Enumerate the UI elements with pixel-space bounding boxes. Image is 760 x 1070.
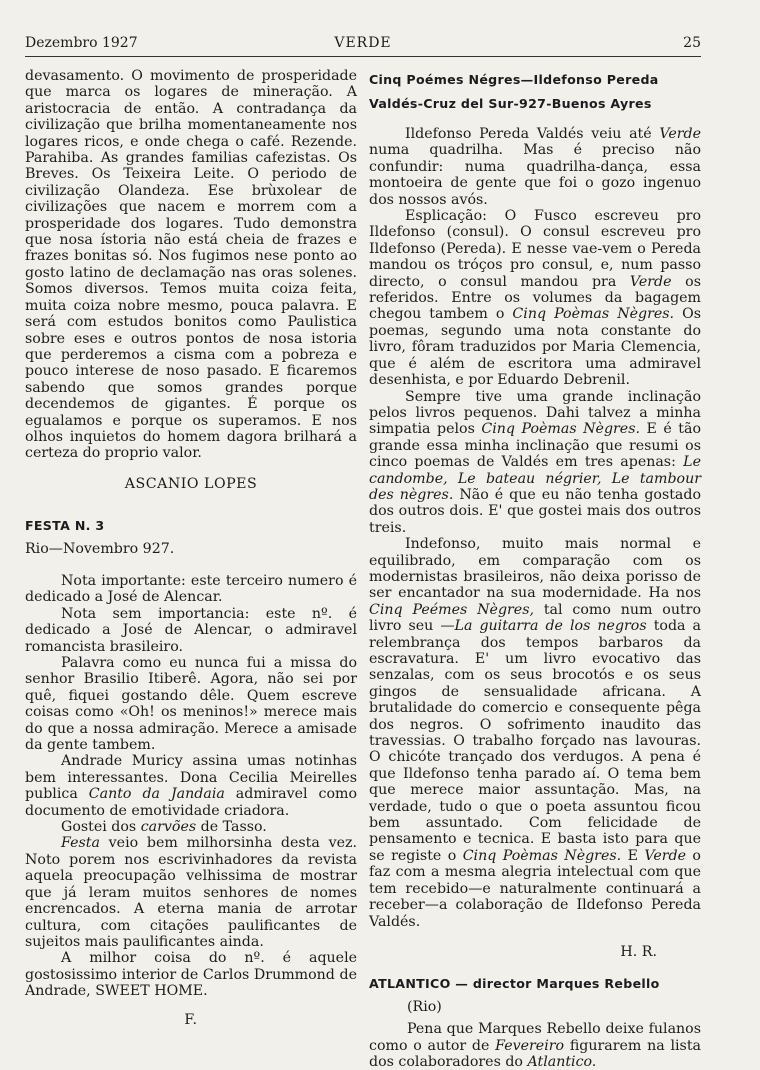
paragraph-milhor-coisa: A milhor coisa do nº. é aquele gostosissimo interior de Carlos Drummond de Andrade, SWEET HOME.	[25, 950, 357, 1000]
paragraph-pena-que	[369, 1021, 701, 1070]
paragraph-indefonso	[369, 536, 701, 930]
italic-title: Fevereiro	[495, 1037, 565, 1054]
paragraph-esplicacao	[369, 208, 701, 388]
paragraph-andrade-muricy	[25, 753, 357, 819]
signature-ascanio-lopes: ASCANIO LOPES	[124, 475, 258, 492]
header-rule	[25, 56, 701, 57]
text: Ildefonso Pereda Valdés veiu até	[405, 126, 660, 142]
atlantico-title: ATLANTICO — director Marques Rebello	[369, 976, 660, 992]
paragraph-intro: devasamento. O movimento de prosperidade que marca os logares de mineração. A aristocracia de então. A contradança da civilização que brilha momentaneamente nos logares ricos, e onde chega o café. Rezende. Parahiba. As grandes familias cafezistas. Os Breves. Os Teixeira Leite. O periodo de civilização Olandeza. Ese brùxolear de civilizações que nacem e morrem com a prosperidade dos logares. Tudo demonstra que nosa ístoria não está cheia de frazes e frazes bonitas só. Nos fugimos nese ponto ao gosto latino de declamação nas oras solenes. Somos diversos. Temos muita coiza feita, muita coiza nobre mesmo, pouca palavra. E será com estudos bonitos como Paulistica sobre eses e outros pontos de nosa istoria que perderemos a cisma com a pobreza e pouco interese de noso pasado. E ficaremos sabendo que somos grandes porque decendemos de gigantes. É porque os egualamos e porque os superamos. E nos olhos inquietos do homem dagora brilhará a certeza do proprio valor.	[25, 68, 357, 462]
header-magazine-title: VERDE	[334, 35, 392, 51]
text: os referidos. Entre os volumes da bagagem chegou tambem o	[369, 273, 701, 323]
text: veio bem milhorsinha desta vez. Noto porem nos escrivinhadores da revista aquela preocupação velhissima de mostrar que já leram muitos senhores de nomes encrencados. A eterna mania de arrotar cultura, com citações paulificantes de sujeitos mais paulificantes ainda.	[25, 835, 357, 950]
text: Sempre tive uma grande inclinação pelos livros pequenos. Dahi talvez a minha simpatia pelos	[369, 388, 701, 438]
italic-title: Cinq Poèmas Nègres.	[462, 847, 622, 864]
festa-title: FESTA N. 3	[25, 518, 105, 534]
text: Indefonso, muito mais normal e equilibrado, em comparação com os modernistas brasileiros, não deixa porisso de ser encantador na sua modernidade. Ha nos	[369, 536, 701, 602]
text: E é tão grande essa minha inclinação que resumi os cinco poemas de Valdés em tres apenas:	[369, 421, 702, 471]
paragraph-nota-importante: Nota importante: este terceiro numero é dedicado a José de Alencar.	[25, 572, 357, 606]
signature-hr: H. R.	[620, 943, 657, 960]
italic-title: Verde	[629, 273, 672, 290]
text: Pena que Marques Rebello deixe fulanos como o autor de	[369, 1021, 701, 1054]
text: Esplicação: O Fusco escreveu pro Ildefonso (consul). O consul escreveu pro Ildefonso (Pereda). E nesse vae-vem o Pereda mandou os tróços pro consul, e, num passo directo, o consul mandou pra	[369, 208, 701, 290]
text: E	[621, 847, 645, 864]
text: numa quadrilha. Mas é preciso não confundir: numa quadrilha-dança, essa montoeira de gente que foi o gozo ingenuo dos nossos avós.	[369, 142, 701, 208]
text: figurarem na lista dos colaboradores do	[369, 1037, 701, 1070]
paragraph-palavra: Palavra como eu nunca fui a missa do senhor Brasilio Itiberê. Agora, não sei por quê, fiquei gostando dêle. Quem escreve coisas como «Oh! os meninos!» merece mais do que a nossa admiração. Merece a amisade da gente tambem.	[25, 655, 357, 754]
text: o faz com a mesma alegria intelectual com que tem recebido—e naturalmente continuará a receber—a colaboração de Ildefonso Pereda Valdés.	[369, 847, 701, 930]
paragraph-sempre-tive	[369, 389, 701, 537]
header-date: Dezembro 1927	[25, 35, 138, 51]
left-column	[25, 68, 357, 1028]
italic-title: Cinq Poèmas Nègres.	[512, 306, 675, 323]
text: Gostei dos	[61, 819, 141, 836]
paragraph-nota-sem-importancia: Nota sem importancia: este nº. é dedicado a José de Alencar, o admiravel romancista brasileiro.	[25, 605, 357, 655]
text: de Tasso.	[196, 819, 267, 836]
header-page-number: 25	[683, 35, 701, 51]
italic-title: —La guitarra de los negros	[440, 618, 647, 635]
italic-title: carvões	[140, 819, 197, 836]
italic-title: Festa	[61, 835, 100, 852]
italic-title: Cinq Peémes Nègres,	[369, 601, 534, 618]
text: tal como num outro livro seu	[369, 601, 701, 635]
paragraph-ildefonso-veiu	[369, 126, 701, 208]
text: toda a relembrança dos tempos barbaros da escravatura. E' um livro evocativo das senzalas, com os seus brocotós e os seus gingos de sensualidade africana. A brutalidade do comercio e consequente pêga dos negros. O sofrimento inaudito das travessias. O trabalho forçado nas lavouras. O chicóte trançado dos verdugos. A pena é que Ildefonso tenha parado aí. O tema bem que merece maior assuntação. Mas, na verdade, tudo o que o poeta assuntou ficou bem assuntado. Com felicidade de pensamento e tecnica. E basta isto para que se registe o	[369, 618, 701, 864]
atlantico-place: (Rio)	[407, 998, 442, 1015]
italic-title: Cinq Poèmas Nègres.	[481, 421, 640, 438]
paragraph-gostei	[25, 819, 357, 835]
italic-title: Verde	[659, 126, 701, 142]
signature-f: F.	[184, 1011, 198, 1028]
review-title-cinq-poemes: Cinq Poémes Négres—Ildefonso Pereda Valdés-Cruz del Sur-927-Buenos Ayres	[369, 72, 659, 111]
italic-title: Verde	[644, 847, 686, 864]
festa-place-date: Rio—Novembro 927.	[25, 540, 175, 557]
italic-title: Le candombe, Le bateau négrier, Le tambour des nègres.	[369, 454, 701, 503]
text: admiravel como documento de emotividade criadora.	[25, 786, 357, 819]
text: Os poemas, segundo uma nota constante do livro, fôram traduzidos por Maria Clemencia, que é além de escritora uma admiravel desenhista, e por Eduardo Debrenil.	[369, 306, 702, 389]
italic-title: Atlantico.	[527, 1053, 597, 1070]
italic-title: Canto da Jandaia	[88, 786, 225, 803]
text: Não é que eu não tenha gostado dos outros dois. E' que gostei mais dos outros treis.	[369, 486, 702, 536]
right-column	[369, 68, 701, 1070]
text: Andrade Muricy assina umas notinhas bem interessantes. Dona Cecilia Meirelles publica	[25, 753, 357, 803]
paragraph-festa-veio	[25, 835, 357, 950]
page-header	[25, 35, 701, 55]
